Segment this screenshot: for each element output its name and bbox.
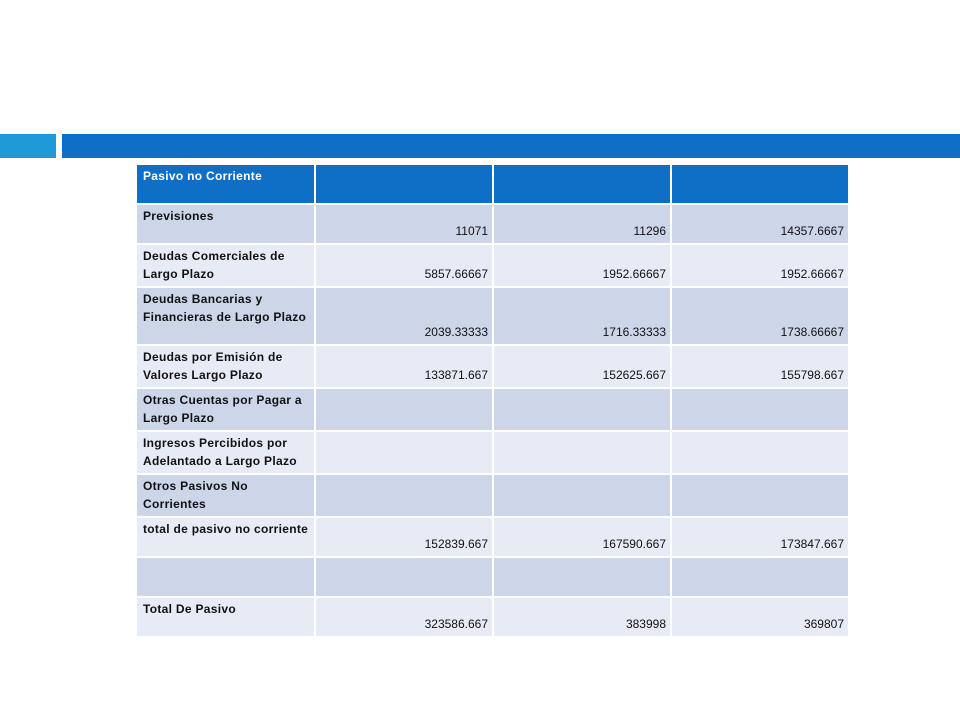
row-label: Otros Pasivos No Corrientes [136,474,315,517]
row-value: 5857.66667 [315,244,493,287]
row-value: 2039.33333 [315,287,493,345]
row-value: 1738.66667 [671,287,849,345]
row-value: 383998 [493,597,671,637]
row-value: 323586.667 [315,597,493,637]
table-row [136,287,849,345]
table-row [136,557,849,597]
row-value: 133871.667 [315,345,493,388]
row-value [671,388,849,431]
accent-bar-left [0,134,56,158]
row-value [493,474,671,517]
header-cell-empty [671,164,849,204]
row-value: 11071 [315,204,493,244]
table-row [136,597,849,637]
row-label: Deudas Bancarias y Financieras de Largo Plazo [136,287,315,345]
table-row [136,431,849,474]
row-value: 167590.667 [493,517,671,557]
row-value [315,557,493,597]
table-row [136,244,849,287]
row-label: total de pasivo no corriente [136,517,315,557]
row-label: Previsiones [136,204,315,244]
row-value [315,388,493,431]
row-value: 14357.6667 [671,204,849,244]
header-cell-empty [493,164,671,204]
table-row [136,388,849,431]
row-label: Deudas Comerciales de Largo Plazo [136,244,315,287]
row-label [136,557,315,597]
row-value [493,388,671,431]
table-row [136,345,849,388]
row-value: 173847.667 [671,517,849,557]
accent-bar-right [62,134,960,158]
table-row [136,517,849,557]
row-label: Otras Cuentas por Pagar a Largo Plazo [136,388,315,431]
row-value: 369807 [671,597,849,637]
row-value [493,557,671,597]
row-value: 152625.667 [493,345,671,388]
row-value: 155798.667 [671,345,849,388]
row-value: 1716.33333 [493,287,671,345]
header-cell: Pasivo no Corriente [136,164,315,204]
row-value [671,474,849,517]
row-label: Deudas por Emisión de Valores Largo Plazo [136,345,315,388]
row-value: 1952.66667 [493,244,671,287]
row-value [671,557,849,597]
row-value: 152839.667 [315,517,493,557]
row-value: 1952.66667 [671,244,849,287]
row-label: Total De Pasivo [136,597,315,637]
row-value [493,431,671,474]
table-row [136,204,849,244]
row-value [671,431,849,474]
table-header-row [136,164,849,204]
table-row [136,474,849,517]
row-value [315,474,493,517]
row-value: 11296 [493,204,671,244]
row-label: Ingresos Percibidos por Adelantado a Largo Plazo [136,431,315,474]
row-value [315,431,493,474]
pasivo-table [135,163,850,638]
header-cell-empty [315,164,493,204]
